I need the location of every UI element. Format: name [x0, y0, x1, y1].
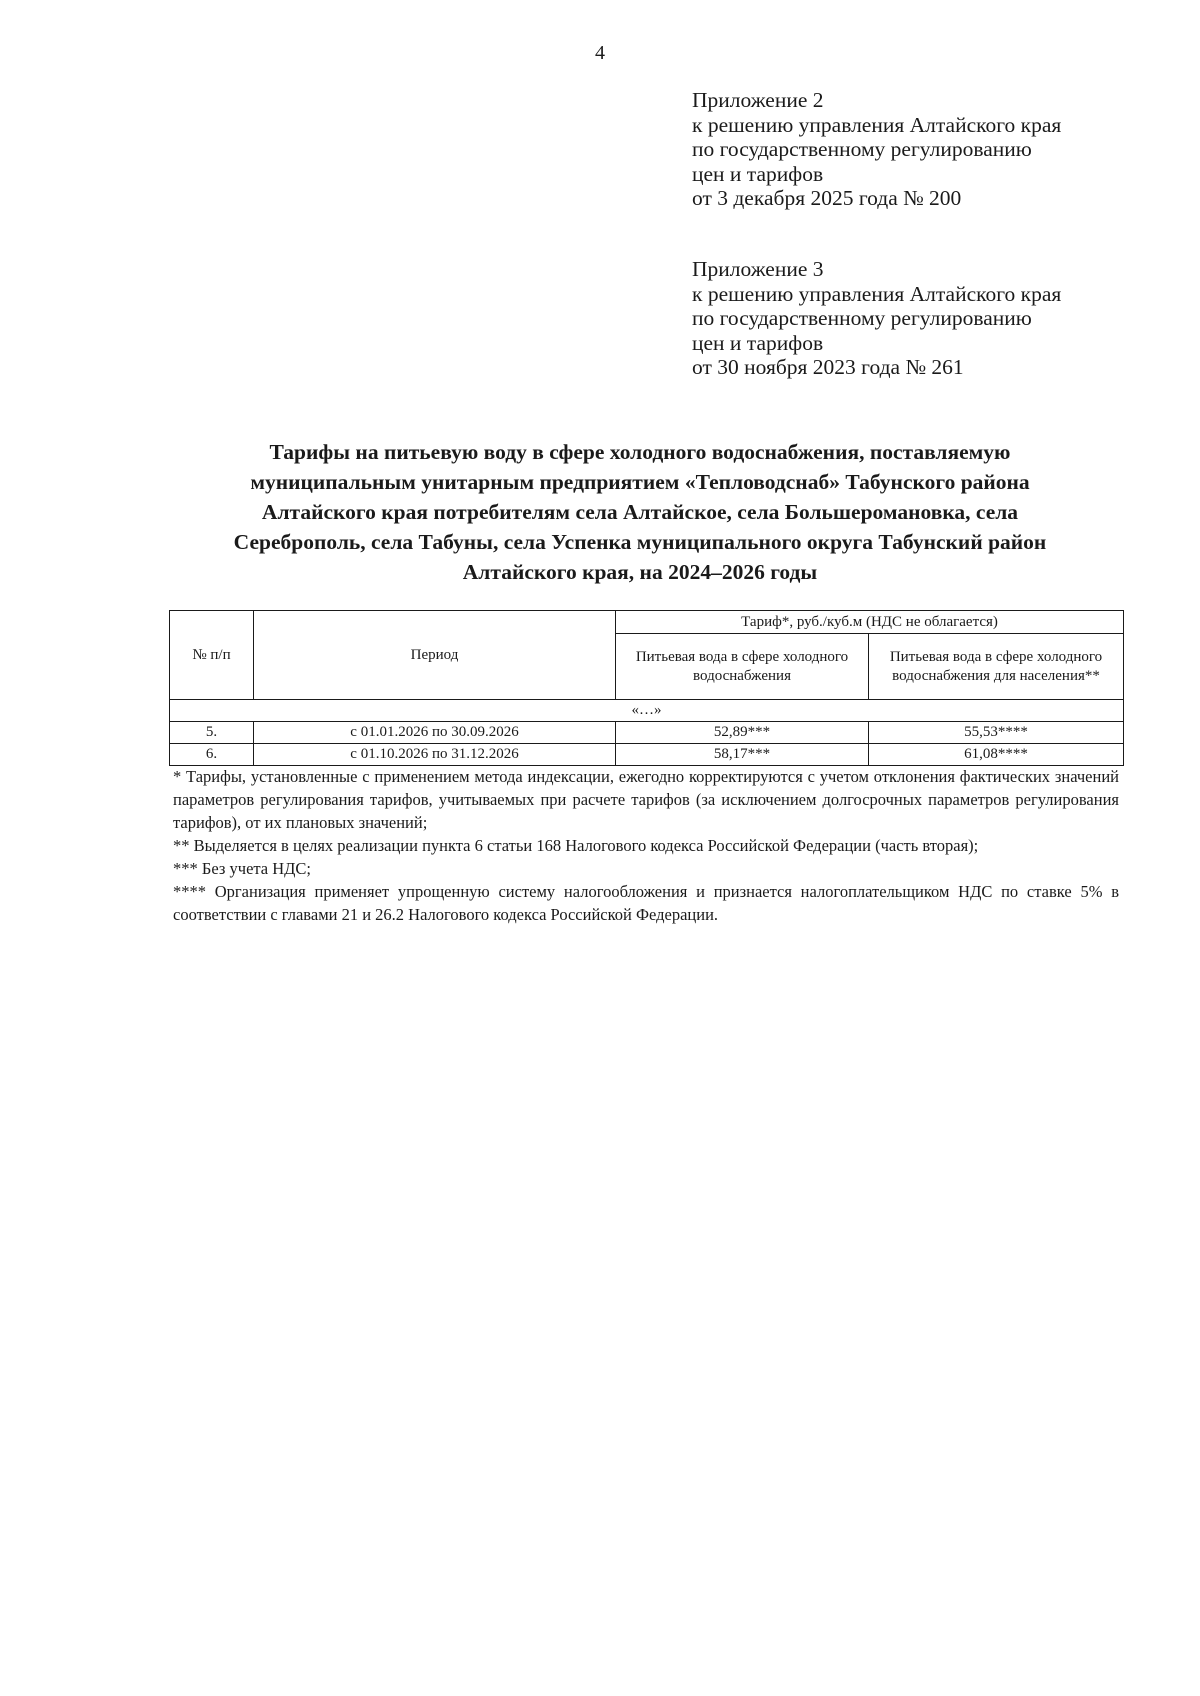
- footnote: * Тарифы, установленные с применением метода индексации, ежегодно корректируются с учетом отклонения фактических значений параметров регулирования тарифов, учитываемых при расчете тарифов (за исключением долгосрочных параметров регулирования тарифов), от их плановых значений;: [173, 767, 1119, 832]
- title-line: Алтайского края потребителям села Алтайское, села Большеромановка, села: [261, 500, 1019, 524]
- row-tariff-general: 58,17***: [616, 744, 869, 766]
- row-tariff-population: 55,53****: [869, 722, 1124, 744]
- appendix-3-line: цен и тарифов: [692, 330, 824, 355]
- appendix-3-line: к решению управления Алтайского края: [692, 281, 1062, 306]
- appendix-2-line: по государственному регулированию: [692, 137, 1032, 161]
- appendix-3-line: по государственному регулированию: [692, 306, 1032, 330]
- table-row: [170, 744, 1124, 766]
- appendix-3-line: Приложение 3: [692, 257, 824, 281]
- header-period: Период: [254, 611, 616, 700]
- title-line: муниципальным унитарным предприятием «Тепловодснаб» Табунского района: [250, 470, 1030, 494]
- row-period: с 01.10.2026 по 31.12.2026: [254, 744, 616, 766]
- title-line: Алтайского края, на 2024–2026 годы: [462, 560, 818, 584]
- header-num: № п/п: [170, 611, 254, 700]
- table-ellipsis-row: [170, 700, 1124, 722]
- ellipsis-cell: «…»: [170, 700, 1124, 722]
- appendix-2-line: цен и тарифов: [692, 161, 824, 186]
- document-title: [150, 437, 1130, 587]
- footnote: ** Выделяется в целях реализации пункта 6 статьи 168 Налогового кодекса Российской Федерации (часть вторая);: [173, 836, 979, 855]
- row-num: 6.: [170, 744, 254, 766]
- row-period: с 01.01.2026 по 30.09.2026: [254, 722, 616, 744]
- page-number: 4: [595, 42, 605, 64]
- row-tariff-general: 52,89***: [616, 722, 869, 744]
- header-tariff-population: Питьевая вода в сфере холодного водоснабжения для населения**: [869, 634, 1124, 700]
- footnote: **** Организация применяет упрощенную систему налогообложения и признается налогоплательщиком НДС по ставке 5% в соответствии с главами 21 и 26.2 Налогового кодекса Российской Федерации.: [173, 882, 1119, 924]
- appendix-3-header: [692, 257, 1162, 380]
- header-tariff-general: Питьевая вода в сфере холодного водоснабжения: [616, 634, 869, 700]
- table-row: [170, 722, 1124, 744]
- appendix-2-line: Приложение 2: [692, 88, 824, 112]
- title-line: Тарифы на питьевую воду в сфере холодного водоснабжения, поставляемую: [269, 440, 1011, 464]
- row-num: 5.: [170, 722, 254, 744]
- footnotes: [173, 765, 1119, 926]
- appendix-2-line: к решению управления Алтайского края: [692, 112, 1062, 137]
- title-line: Сереброполь, села Табуны, села Успенка муниципального округа Табунский район: [233, 530, 1047, 554]
- appendix-2-header: [692, 88, 1162, 211]
- appendix-3-line: от 30 ноября 2023 года № 261: [692, 355, 964, 379]
- table-header-row: [170, 611, 1124, 634]
- tariff-table: [169, 610, 1124, 766]
- appendix-2-line: от 3 декабря 2025 года № 200: [692, 186, 962, 210]
- row-tariff-population: 61,08****: [869, 744, 1124, 766]
- header-tariff-group: Тариф*, руб./куб.м (НДС не облагается): [616, 611, 1124, 634]
- footnote: *** Без учета НДС;: [173, 859, 312, 878]
